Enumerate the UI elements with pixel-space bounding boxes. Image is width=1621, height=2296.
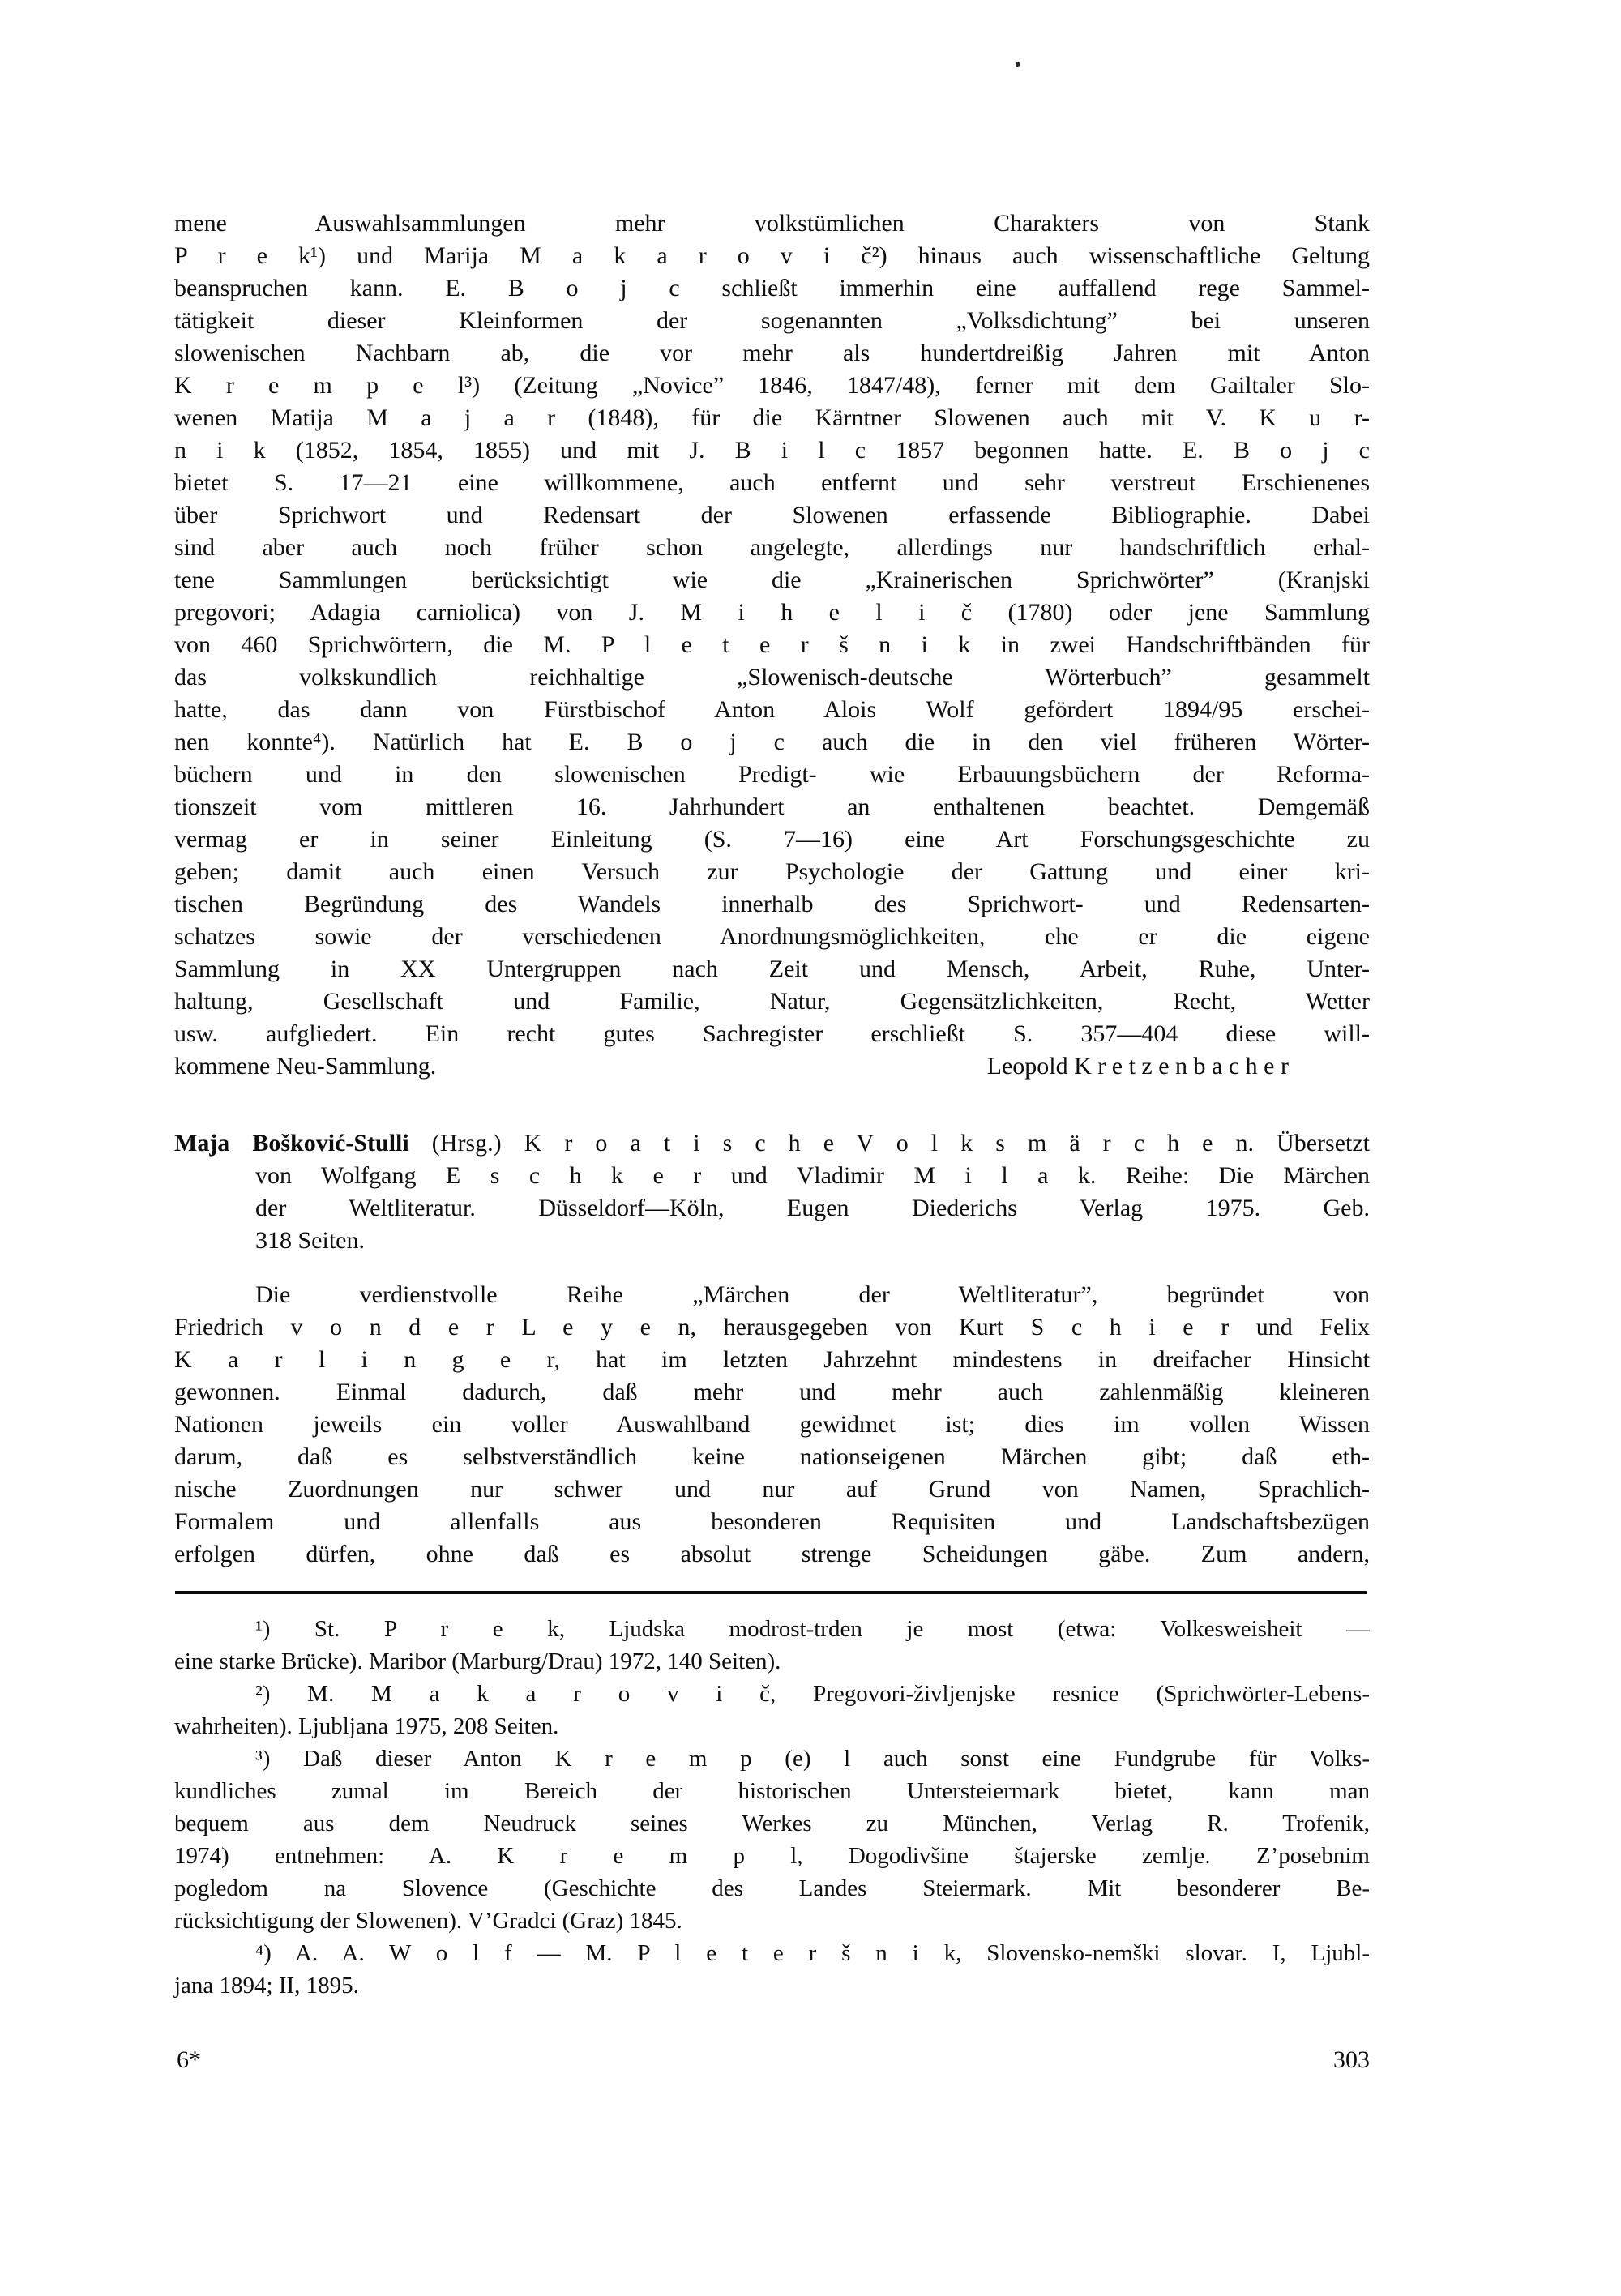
footnote-line: ³) Daß dieser Anton K r e m p (e) l auch sonst eine Fundgrube für Volks- <box>255 1746 1370 1772</box>
text-line: Sammlung in XX Untergruppen nach Zeit und Mensch, Arbeit, Ruhe, Unter- <box>174 956 1370 982</box>
text-line: das volkskundlich reichhaltige „Slowenisch-deutsche Wörterbuch” gesammelt <box>174 664 1370 691</box>
text-line: pregovori; Adagia carniolica) von J. M i h e l i č (1780) oder jene Sammlung <box>174 599 1370 626</box>
text-line: büchern und in den slowenischen Predigt- wie Erbauungsbüchern der Reforma- <box>174 761 1370 788</box>
text-line: darum, daß es selbstverständlich keine nationseigenen Märchen gibt; daß eth- <box>174 1443 1370 1470</box>
paragraph-closing-text: kommene Neu-Sammlung. <box>174 1053 437 1080</box>
text-line: Die verdienstvolle Reihe „Märchen der Weltliteratur”, begründet von <box>255 1281 1370 1308</box>
text-line <box>174 1127 1370 1160</box>
review-kretzenbacher-paragraph <box>174 207 1370 1083</box>
footnote-line: ²) M. M a k a r o v i č, Pregovori-življenjske resnice (Sprichwörter-Lebens- <box>255 1681 1370 1707</box>
footnote-line: rücksichtigung der Slowenen). V’Gradci (Graz) 1845. <box>174 1908 682 1934</box>
text-line: mene Auswahlsammlungen mehr volkstümlichen Charakters von Stank <box>174 210 1370 237</box>
text-line: tätigkeit dieser Kleinformen der sogenannten „Volksdichtung” bei unseren <box>174 307 1370 334</box>
text-line: tionszeit vom mittleren 16. Jahrhundert an enthaltenen beachtet. Demgemäß <box>174 793 1370 820</box>
text-line <box>174 1050 1370 1083</box>
book-title-text: (Hrsg.) K r o a t i s c h e V o l k s m ä r c h e n. Übersetzt <box>431 1130 1370 1157</box>
text-line: über Sprichwort und Redensart der Slowenen erfassende Bibliographie. Dabei <box>174 502 1370 528</box>
text-line: slowenischen Nachbarn ab, die vor mehr als hundertdreißig Jahren mit Anton <box>174 340 1370 366</box>
text-line: bietet S. 17—21 eine willkommene, auch entfernt und sehr verstreut Erschienenes <box>174 469 1370 496</box>
text-line: Nationen jeweils ein voller Auswahlband gewidmet ist; dies im vollen Wissen <box>174 1411 1370 1438</box>
text-line: tischen Begründung des Wandels innerhalb des Sprichwort- und Redensarten- <box>174 891 1370 917</box>
text-line: K a r l i n g e r, hat im letzten Jahrzehnt mindestens in dreifacher Hinsicht <box>174 1346 1370 1373</box>
text-line: hatte, das dann von Fürstbischof Anton Alois Wolf gefördert 1894/95 erschei- <box>174 696 1370 723</box>
footnote-line: ⁴) A. A. W o l f — M. P l e t e r š n i k, Slovensko-nemški slovar. I, Ljubl- <box>255 1940 1370 1966</box>
text-line: beanspruchen kann. E. B o j c schließt immerhin eine auffallend rege Sammel- <box>174 275 1370 301</box>
text-line: nische Zuordnungen nur schwer und nur auf Grund von Namen, Sprachlich- <box>174 1476 1370 1503</box>
book-editor-name-bold: Maja Bošković-Stulli <box>174 1130 409 1157</box>
text-line: von Wolfgang E s c h k e r und Vladimir M i l a k. Reihe: Die Märchen <box>255 1162 1370 1189</box>
footnote-line: pogledom na Slovence (Geschichte des Landes Steiermark. Mit besonderer Be- <box>174 1875 1370 1901</box>
text-line: von 460 Sprichwörtern, die M. P l e t e r š n i k in zwei Handschriftbänden für <box>174 631 1370 658</box>
footnote-line: jana 1894; II, 1895. <box>174 1973 359 1999</box>
text-line: vermag er in seiner Einleitung (S. 7—16) eine Art Forschungsgeschichte zu <box>174 826 1370 853</box>
footnote-line: ¹) St. P r e k, Ljudska modrost-trden je most (etwa: Volkesweisheit — <box>255 1616 1370 1642</box>
page-number: 303 <box>1333 2046 1370 2073</box>
footnote-line: 1974) entnehmen: A. K r e m p l, Dogodivšine štajerske zemlje. Z’posebnim <box>174 1843 1370 1869</box>
text-line: schatzes sowie der verschiedenen Anordnungsmöglichkeiten, ehe er die eigene <box>174 923 1370 950</box>
text-line: geben; damit auch einen Versuch zur Psychologie der Gattung und einer kri- <box>174 858 1370 885</box>
footnote-line: eine starke Brücke). Maribor (Marburg/Drau) 1972, 140 Seiten). <box>174 1648 781 1674</box>
signature-mark: 6* <box>177 2046 201 2073</box>
footnote-line: kundliches zumal im Bereich der historischen Untersteiermark bietet, kann man <box>174 1778 1370 1804</box>
footnote-separator <box>175 1591 1367 1594</box>
text-line: sind aber auch noch früher schon angelegte, allerdings nur handschriftlich erhal- <box>174 534 1370 561</box>
footnotes-block <box>174 1613 1370 2002</box>
text-line: Friedrich v o n d e r L e y e n, herausgegeben von Kurt S c h i e r und Felix <box>174 1314 1370 1340</box>
text-line: K r e m p e l³) (Zeitung „Novice” 1846, 1847/48), ferner mit dem Gailtaler Slo- <box>174 372 1370 399</box>
review-author-signature: Leopold K r e t z e n b a c h e r <box>986 1053 1289 1080</box>
text-line: haltung, Gesellschaft und Familie, Natur, Gegensätzlichkeiten, Recht, Wetter <box>174 988 1370 1015</box>
text-line: Formalem und allenfalls aus besonderen Requisiten und Landschaftsbezügen <box>174 1508 1370 1535</box>
book-heading-boskovic <box>174 1127 1370 1257</box>
text-line: 318 Seiten. <box>255 1227 365 1254</box>
footnote-line: bequem aus dem Neudruck seines Werkes zu München, Verlag R. Trofenik, <box>174 1811 1370 1836</box>
text-line: erfolgen dürfen, ohne daß es absolut strenge Scheidungen gäbe. Zum andern, <box>174 1541 1370 1567</box>
text-line: nen konnte⁴). Natürlich hat E. B o j c auch die in den viel früheren Wörter- <box>174 729 1370 755</box>
scan-artifact-dot <box>1016 62 1020 67</box>
text-line: gewonnen. Einmal dadurch, daß mehr und mehr auch zahlenmäßig kleineren <box>174 1379 1370 1405</box>
footnote-line: wahrheiten). Ljubljana 1975, 208 Seiten. <box>174 1713 559 1739</box>
text-line: n i k (1852, 1854, 1855) und mit J. B i l c 1857 begonnen hatte. E. B o j c <box>174 437 1370 464</box>
text-line: tene Sammlungen berücksichtigt wie die „Krainerischen Sprichwörter” (Kranjski <box>174 567 1370 593</box>
text-line: der Weltliteratur. Düsseldorf—Köln, Eugen Diederichs Verlag 1975. Geb. <box>255 1195 1370 1221</box>
review-boskovic-paragraph <box>174 1279 1370 1571</box>
text-line: usw. aufgliedert. Ein recht gutes Sachregister erschließt S. 357—404 diese will- <box>174 1020 1370 1047</box>
text-line: wenen Matija M a j a r (1848), für die Kärntner Slowenen auch mit V. K u r- <box>174 404 1370 431</box>
text-line: P r e k¹) und Marija M a k a r o v i č²) hinaus auch wissenschaftliche Geltung <box>174 242 1370 269</box>
